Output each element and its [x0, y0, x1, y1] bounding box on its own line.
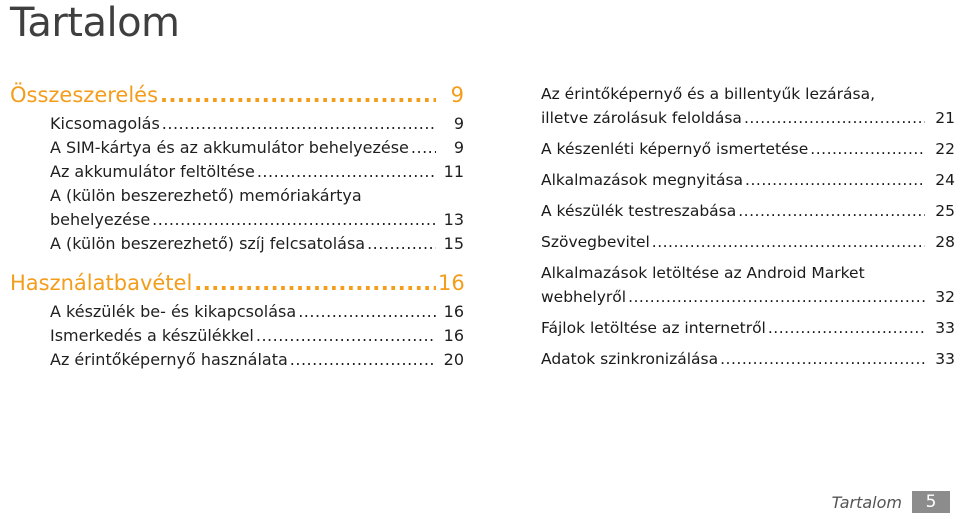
- toc-entry[interactable]: [10, 232, 464, 256]
- dot-leader: [298, 300, 436, 324]
- toc-entry[interactable]: [10, 208, 464, 232]
- toc-entry[interactable]: [10, 300, 464, 324]
- toc-entry[interactable]: [10, 112, 464, 136]
- toc-entry-label: A készülék testreszabása: [541, 202, 737, 220]
- toc-entry[interactable]: [10, 324, 464, 348]
- toc-entry-label: A SIM-kártya és az akkumulátor behelyezése: [50, 138, 409, 157]
- toc-entry[interactable]: [541, 347, 955, 371]
- dot-leader: [810, 137, 925, 161]
- toc-page-number: 28: [935, 233, 955, 251]
- toc-entry[interactable]: [541, 168, 955, 192]
- dot-leader: [744, 106, 925, 130]
- toc-entry[interactable]: [10, 136, 464, 160]
- toc-section-heading[interactable]: [10, 266, 464, 300]
- toc-page-number: 24: [935, 171, 955, 189]
- toc-page-number: 32: [935, 288, 955, 306]
- toc-page-number: 9: [450, 83, 464, 107]
- toc-right-column: [541, 82, 955, 371]
- toc-entry[interactable]: [10, 160, 464, 184]
- page-number-badge: 5: [912, 491, 950, 513]
- dot-leader: [738, 199, 925, 223]
- toc-section-label: Használatbavétel: [10, 271, 193, 295]
- toc-entry-label: Fájlok letöltése az internetről: [541, 319, 766, 337]
- toc-page-number: 9: [453, 114, 464, 133]
- toc-entry-label: Adatok szinkronizálása: [541, 350, 719, 368]
- toc-entry-first-line[interactable]: Az érintőképernyő és a billentyűk lezárása,: [541, 85, 876, 103]
- toc-page-number: 11: [443, 162, 464, 181]
- dot-leader: [745, 168, 925, 192]
- dot-leader: [367, 232, 436, 256]
- page-footer: [832, 491, 950, 513]
- toc-entry-label: webhelyről: [541, 288, 627, 306]
- dot-leader: [162, 112, 436, 136]
- toc-entry-label: Szövegbevitel: [541, 233, 650, 251]
- toc-entry[interactable]: [541, 316, 955, 340]
- toc-entry-label: illetve zárolásuk feloldása: [541, 109, 742, 127]
- toc-page-number: 16: [443, 326, 464, 345]
- toc-left-column: [10, 78, 464, 372]
- toc-entry[interactable]: [541, 199, 955, 223]
- page-title: Tartalom: [10, 0, 180, 46]
- toc-entry-first-line[interactable]: A (külön beszerezhető) memóriakártya: [50, 186, 362, 205]
- toc-page-number: 33: [935, 319, 955, 337]
- toc-page-number: 33: [935, 350, 955, 368]
- toc-entry-label: Az akkumulátor feltöltése: [50, 162, 255, 181]
- toc-page-number: 25: [935, 202, 955, 220]
- dot-leader: [160, 78, 436, 112]
- toc-section-heading[interactable]: [10, 78, 464, 112]
- toc-page-number: 15: [443, 234, 464, 253]
- toc-page-number: 22: [935, 140, 955, 158]
- toc-page-number: 21: [935, 109, 955, 127]
- toc-entry-label: A készülék be- és kikapcsolása: [50, 302, 297, 321]
- toc-entry[interactable]: [541, 285, 955, 309]
- toc-section-label: Összeszerelés: [10, 83, 159, 107]
- dot-leader: [768, 316, 925, 340]
- dot-leader: [652, 230, 925, 254]
- dot-leader: [152, 208, 436, 232]
- dot-leader: [411, 136, 436, 160]
- toc-entry-label: Kicsomagolás: [50, 114, 160, 133]
- toc-entry-label: A (külön beszerezhető) szíj felcsatolása: [50, 234, 366, 253]
- dot-leader: [290, 348, 436, 372]
- toc-entry[interactable]: [541, 230, 955, 254]
- toc-entry[interactable]: [10, 348, 464, 372]
- toc-page-number: 13: [443, 210, 464, 229]
- toc-entry[interactable]: [541, 106, 955, 130]
- toc-entry-label: A készenléti képernyő ismertetése: [541, 140, 809, 158]
- dot-leader: [194, 266, 436, 300]
- dot-leader: [720, 347, 925, 371]
- toc-entry-first-line[interactable]: Alkalmazások letöltése az Android Market: [541, 264, 865, 282]
- dot-leader: [628, 285, 925, 309]
- toc-page-number: 20: [443, 350, 464, 369]
- dot-leader: [256, 324, 436, 348]
- dot-leader: [257, 160, 436, 184]
- toc-entry-label: behelyezése: [50, 210, 151, 229]
- toc-entry-label: Az érintőképernyő használata: [50, 350, 288, 369]
- toc-page-number: 16: [438, 271, 465, 295]
- toc-entry-label: Ismerkedés a készülékkel: [50, 326, 254, 345]
- toc-entry[interactable]: [541, 137, 955, 161]
- footer-section-label: Tartalom: [831, 492, 902, 512]
- toc-page-number: 16: [443, 302, 464, 321]
- toc-page-number: 9: [453, 138, 464, 157]
- toc-entry-label: Alkalmazások megnyitása: [541, 171, 744, 189]
